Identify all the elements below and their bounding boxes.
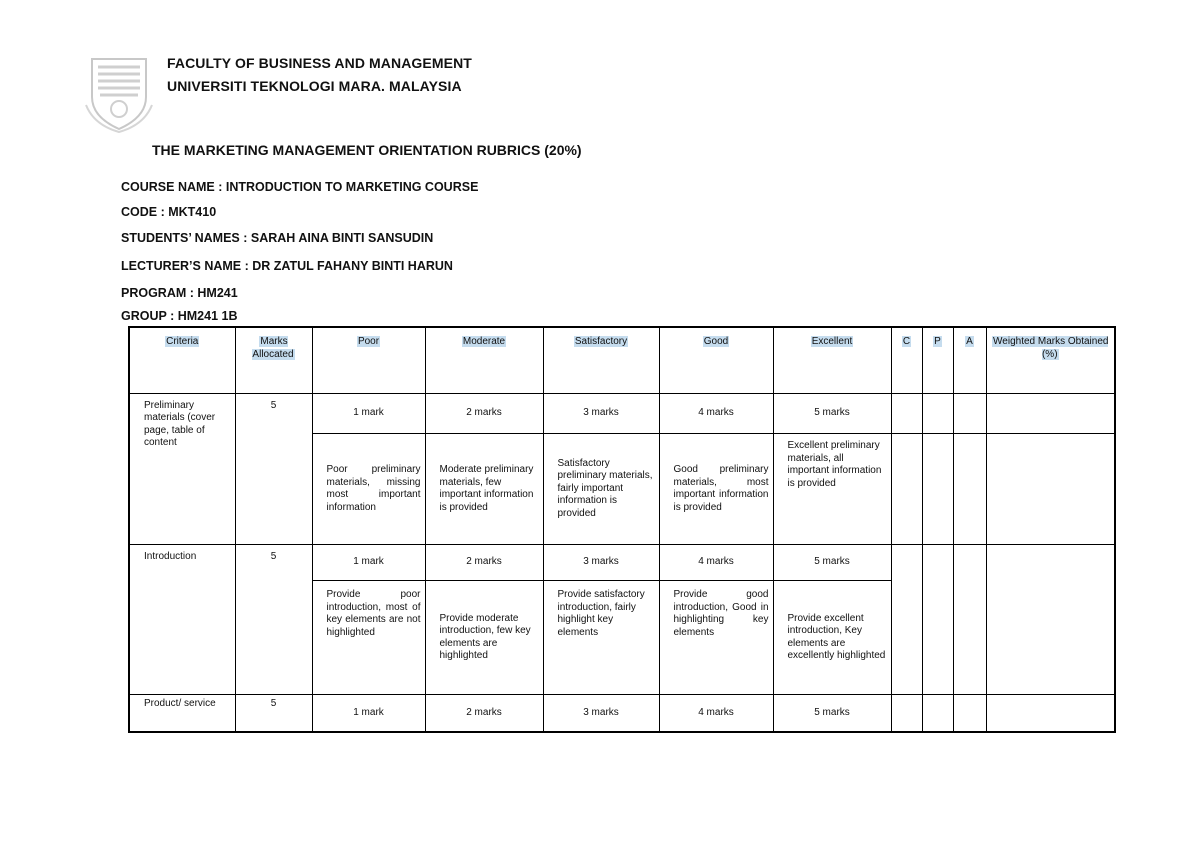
descriptor-cell: Satisfactory preliminary materials, fairly important information is provided xyxy=(543,434,659,545)
c-mark-cell[interactable] xyxy=(891,393,922,433)
score-cell: 3 marks xyxy=(543,393,659,433)
score-cell: 4 marks xyxy=(659,545,773,581)
descriptor-cell: Provide moderate introduction, few key elements are highlighted xyxy=(425,581,543,695)
faculty-name: FACULTY OF BUSINESS AND MANAGEMENT xyxy=(167,55,472,71)
score-cell: 3 marks xyxy=(543,545,659,581)
p-mark-cell[interactable] xyxy=(922,393,953,433)
header-satisfactory: Satisfactory xyxy=(543,327,659,393)
descriptor-cell: Provide good introduction, Good in highlighting key elements xyxy=(659,581,773,695)
university-crest-logo xyxy=(84,53,154,133)
header-row xyxy=(129,327,1115,393)
weighted-marks-cell[interactable] xyxy=(986,434,1115,545)
c-mark-cell[interactable] xyxy=(891,434,922,545)
table-row xyxy=(129,393,1115,433)
weighted-marks-cell[interactable] xyxy=(986,545,1115,695)
students-names: STUDENTS’ NAMES : SARAH AINA BINTI SANSUDIN xyxy=(121,231,434,245)
weighted-marks-cell[interactable] xyxy=(986,393,1115,433)
criteria-cell: Introduction xyxy=(129,545,235,695)
header-marks-allocated: Marks Allocated xyxy=(235,327,312,393)
lecturer-name: LECTURER’S NAME : DR ZATUL FAHANY BINTI HARUN xyxy=(121,259,453,273)
a-mark-cell[interactable] xyxy=(953,393,986,433)
score-cell: 4 marks xyxy=(659,393,773,433)
score-cell: 2 marks xyxy=(425,393,543,433)
header-poor: Poor xyxy=(312,327,425,393)
header-criteria: Criteria xyxy=(129,327,235,393)
course-code: CODE : MKT410 xyxy=(121,205,217,219)
score-cell: 1 mark xyxy=(312,695,425,732)
score-cell: 5 marks xyxy=(773,393,891,433)
marks-allocated-cell: 5 xyxy=(235,393,312,544)
criteria-cell: Product/ service xyxy=(129,695,235,732)
score-cell: 2 marks xyxy=(425,695,543,732)
score-cell: 3 marks xyxy=(543,695,659,732)
score-cell: 2 marks xyxy=(425,545,543,581)
c-mark-cell[interactable] xyxy=(891,545,922,695)
a-mark-cell[interactable] xyxy=(953,434,986,545)
descriptor-cell: Provide poor introduction, most of key elements are not highlighted xyxy=(312,581,425,695)
score-cell: 1 mark xyxy=(312,393,425,433)
c-mark-cell[interactable] xyxy=(891,695,922,732)
program: PROGRAM : HM241 xyxy=(121,286,238,300)
descriptor-cell: Moderate preliminary materials, few important information is provided xyxy=(425,434,543,545)
rubric-table xyxy=(128,326,1116,733)
weighted-marks-cell[interactable] xyxy=(986,695,1115,732)
group: GROUP : HM241 1B xyxy=(121,309,238,323)
header-moderate: Moderate xyxy=(425,327,543,393)
score-cell: 1 mark xyxy=(312,545,425,581)
table-row xyxy=(129,695,1115,732)
criteria-cell: Preliminary materials (cover page, table of content xyxy=(129,393,235,544)
a-mark-cell[interactable] xyxy=(953,545,986,695)
header-excellent: Excellent xyxy=(773,327,891,393)
score-cell: 4 marks xyxy=(659,695,773,732)
a-mark-cell[interactable] xyxy=(953,695,986,732)
header-a: A xyxy=(953,327,986,393)
header-p: P xyxy=(922,327,953,393)
course-name: COURSE NAME : INTRODUCTION TO MARKETING COURSE xyxy=(121,180,479,194)
descriptor-cell: Excellent preliminary materials, all important information is provided xyxy=(773,434,891,545)
marks-allocated-cell: 5 xyxy=(235,695,312,732)
p-mark-cell[interactable] xyxy=(922,434,953,545)
rubric-title: THE MARKETING MANAGEMENT ORIENTATION RUBRICS (20%) xyxy=(152,142,582,158)
table-row xyxy=(129,545,1115,581)
marks-allocated-cell: 5 xyxy=(235,545,312,695)
descriptor-cell: Good preliminary materials, most important information is provided xyxy=(659,434,773,545)
university-name: UNIVERSITI TEKNOLOGI MARA. MALAYSIA xyxy=(167,78,462,94)
header-c: C xyxy=(891,327,922,393)
score-cell: 5 marks xyxy=(773,545,891,581)
descriptor-cell: Poor preliminary materials, missing most important information xyxy=(312,434,425,545)
descriptor-cell: Provide excellent introduction, Key elements are excellently highlighted xyxy=(773,581,891,695)
p-mark-cell[interactable] xyxy=(922,695,953,732)
score-cell: 5 marks xyxy=(773,695,891,732)
header-weighted-marks: Weighted Marks Obtained (%) xyxy=(986,327,1115,393)
descriptor-cell: Provide satisfactory introduction, fairly highlight key elements xyxy=(543,581,659,695)
header-good: Good xyxy=(659,327,773,393)
p-mark-cell[interactable] xyxy=(922,545,953,695)
